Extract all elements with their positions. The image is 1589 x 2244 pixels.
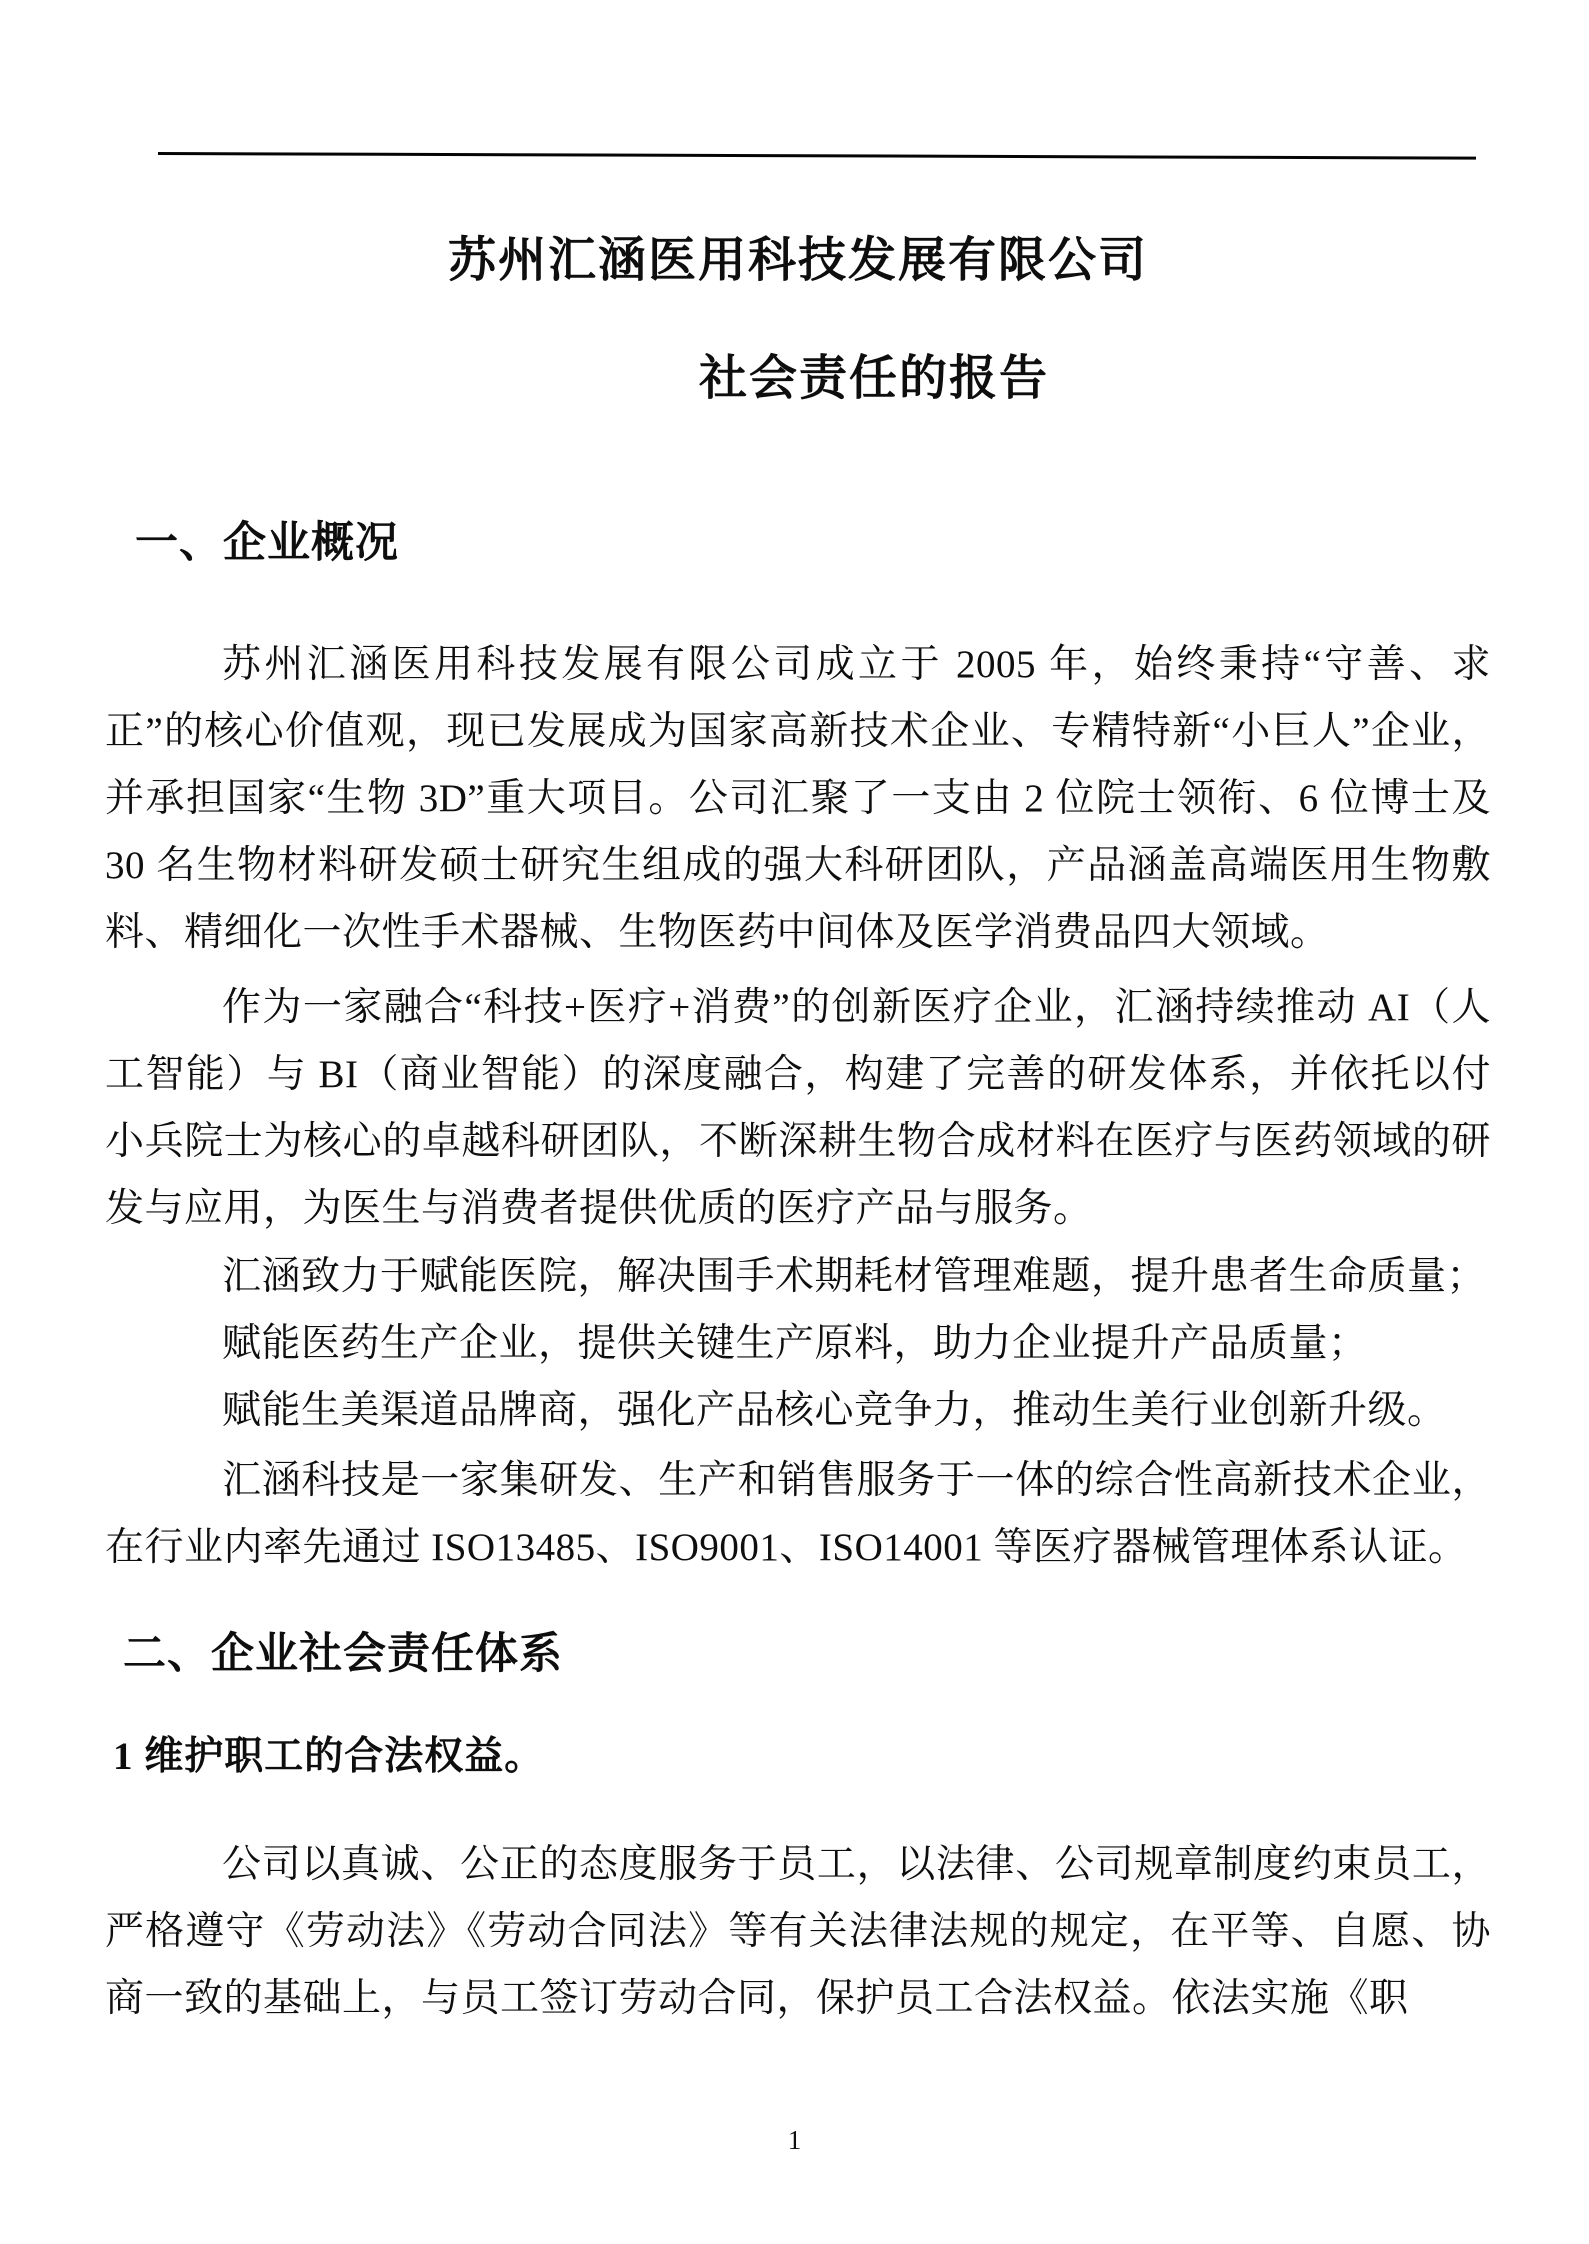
mission-line-hospital: 汇涵致力于赋能医院，解决围手术期耗材管理难题，提升患者生命质量； [222,1254,1487,1298]
page-content [105,0,1491,2032]
innovation-paragraph: 作为一家融合“科技+医疗+消费”的创新医疗企业，汇涵持续推动 AI（人工智能）与 BI（商业智能）的深度融合，构建了完善的研发体系，并依托以付小兵院士为核心的卓越科研团队，不断深耕生物合成材料在医疗与医药领域的研发与应用，为医生与消费者提供优质的医疗产品与服务。 [105,985,1491,1230]
section-2-subheading-1: 1 维护职工的合法权益。 [113,1734,545,1778]
section-2-heading: 二、企业社会责任体系 [123,1630,563,1678]
employee-rights-paragraph: 公司以真诚、公正的态度服务于员工，以法律、公司规章制度约束员工，严格遵守《劳动法》《劳动合同法》等有关法律法规的规定，在平等、自愿、协商一致的基础上，与员工签订劳动合同，保护员工合法权益。依法实施《职 [105,1842,1491,2020]
mission-line-beauty: 赋能生美渠道品牌商，强化产品核心竞争力，推动生美行业创新升级。 [222,1388,1447,1432]
certification-paragraph: 汇涵科技是一家集研发、生产和销售服务于一体的综合性高新技术企业，在行业内率先通过 ISO13485、ISO9001、ISO14001 等医疗器械管理体系认证。 [105,1458,1491,1569]
mission-line-pharma: 赋能医药生产企业，提供关键生产原料，助力企业提升产品质量； [222,1321,1368,1365]
report-title: 苏州汇涵医用科技发展有限公司 [447,234,1148,287]
report-subtitle: 社会责任的报告 [698,351,1049,405]
page-number: 1 [787,2125,802,2155]
section-1-heading: 一、企业概况 [135,520,399,568]
company-overview-paragraph: 苏州汇涵医用科技发展有限公司成立于 2005 年，始终秉持“守善、求正”的核心价值观，现已发展成为国家高新技术企业、专精特新“小巨人”企业，并承担国家“生物 3D”重大项目。公司汇聚了一支由 2 位院士领衔、6 位博士及 30 名生物材料研发硕士研究生组成的强大科研团队，产品涵盖高端医用生物敷料、精细化一次性手术器械、生物医药中间体及医学消费品四大领域。 [105,642,1491,954]
